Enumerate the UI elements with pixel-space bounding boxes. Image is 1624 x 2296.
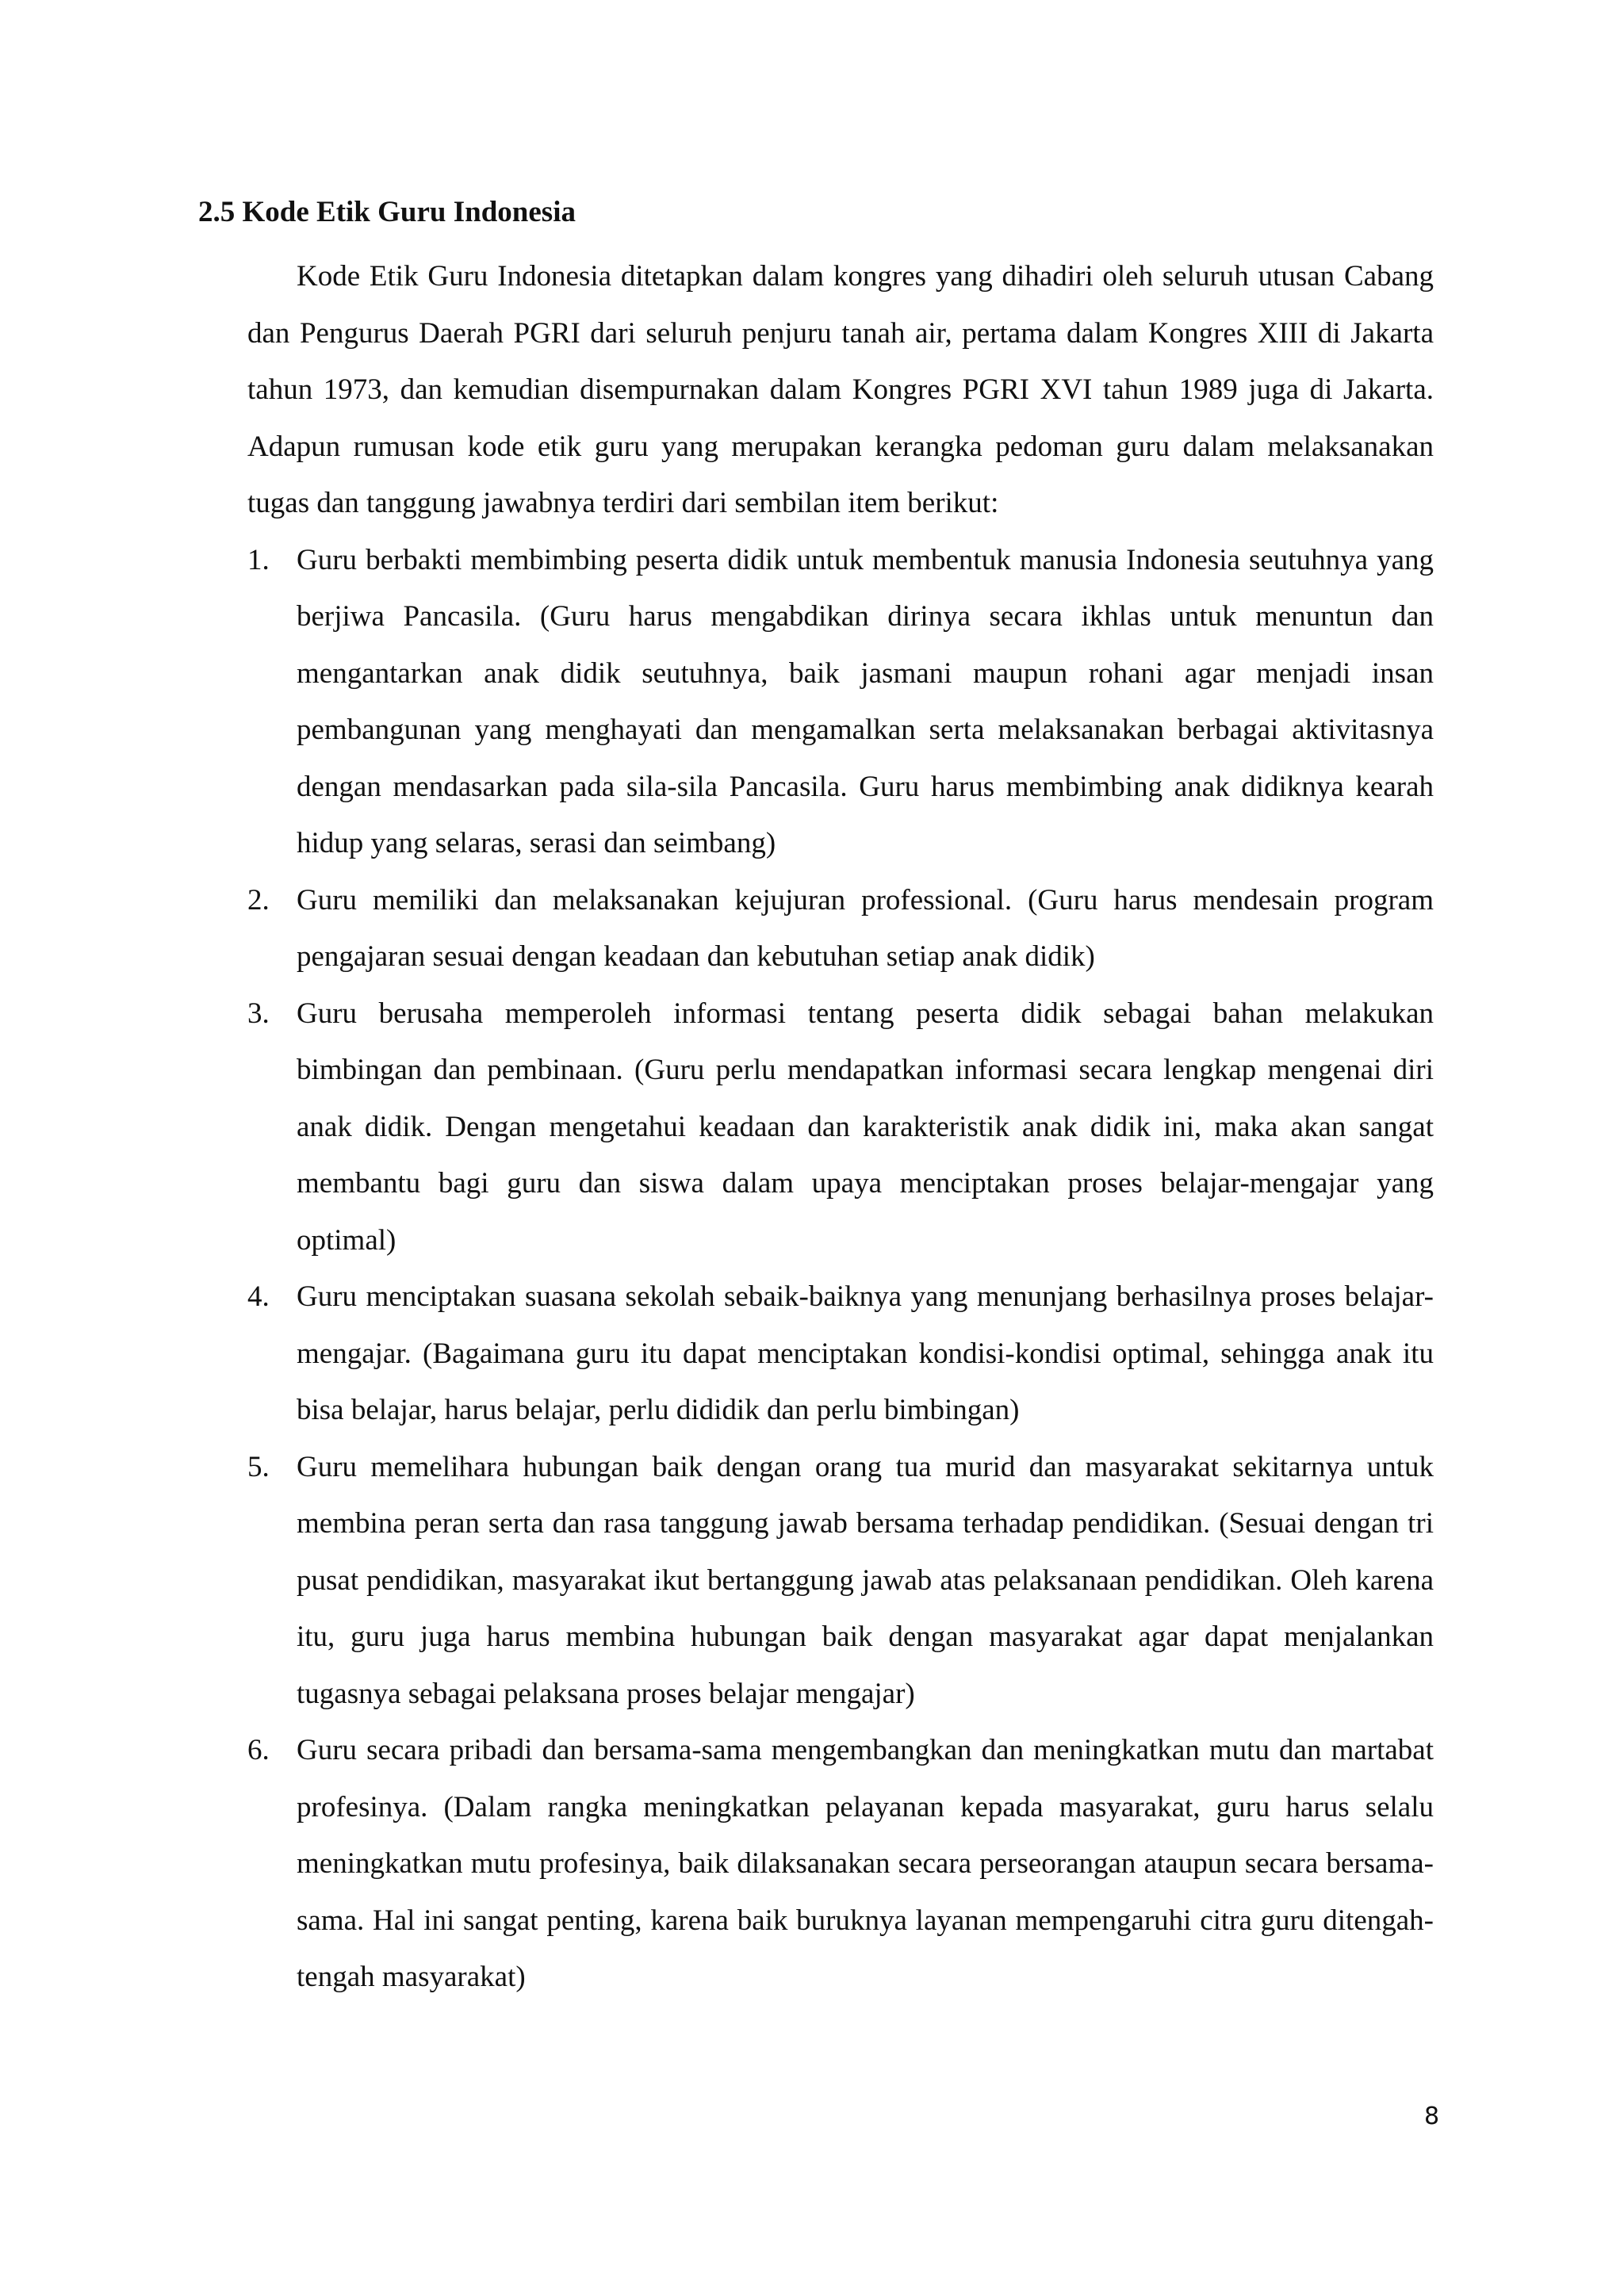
- list-item: [247, 532, 1434, 872]
- section-heading: 2.5 Kode Etik Guru Indonesia: [198, 196, 576, 228]
- page-number: 8: [1424, 2103, 1440, 2130]
- list-item-number: 1.: [247, 543, 270, 576]
- list-item-number: 3.: [247, 997, 270, 1030]
- list-item-text: Guru berbakti membimbing peserta didik untuk membentuk manusia Indonesia seutuhnya yang berjiwa Pancasila. (Guru harus mengabdikan dirinya secara ikhlas untuk menuntun dan mengantarkan anak didik seutuhnya, baik jasmani maupun rohani agar menjadi insan pembangunan yang menghayati dan mengamalkan serta melaksanakan berbagai aktivitasnya dengan mendasarkan pada sila-sila Pancasila. Guru harus membimbing anak didiknya kearah hidup yang selaras, serasi dan seimbang): [297, 543, 1434, 859]
- list-item-text: Guru memiliki dan melaksanakan kejujuran professional. (Guru harus mendesain program pengajaran sesuai dengan keadaan dan kebutuhan setiap anak didik): [297, 883, 1434, 973]
- list-item: [247, 1722, 1434, 2006]
- list-item-number: 2.: [247, 883, 270, 916]
- list-item-number: 5.: [247, 1450, 270, 1483]
- list-item-text: Guru berusaha memperoleh informasi tentang peserta didik sebagai bahan melakukan bimbingan dan pembinaan. (Guru perlu mendapatkan informasi secara lengkap mengenai diri anak didik. Dengan mengetahui keadaan dan karakteristik anak didik ini, maka akan sangat membantu bagi guru dan siswa dalam upaya menciptakan proses belajar-mengajar yang optimal): [297, 997, 1434, 1257]
- section-body: [247, 248, 1434, 2006]
- list-item-text: Guru menciptakan suasana sekolah sebaik-baiknya yang menunjang berhasilnya proses belajar-mengajar. (Bagaimana guru itu dapat menciptakan kondisi-kondisi optimal, sehingga anak itu bisa belajar, harus belajar, perlu dididik dan perlu bimbingan): [297, 1280, 1434, 1426]
- list-item: [247, 1439, 1434, 1723]
- list-item-number: 6.: [247, 1734, 270, 1766]
- list-item-text: Guru secara pribadi dan bersama-sama mengembangkan dan meningkatkan mutu dan martabat profesinya. (Dalam rangka meningkatkan pelayanan kepada masyarakat, guru harus selalu meningkatkan mutu profesinya, baik dilaksanakan secara perseorangan ataupun secara bersama-sama. Hal ini sangat penting, karena baik buruknya layanan mempengaruhi citra guru ditengah-tengah masyarakat): [297, 1734, 1434, 1993]
- code-of-ethics-list: [247, 532, 1434, 2006]
- list-item-number: 4.: [247, 1280, 270, 1313]
- list-item: [247, 985, 1434, 1269]
- list-item: [247, 872, 1434, 985]
- list-item: [247, 1269, 1434, 1439]
- intro-paragraph: Kode Etik Guru Indonesia ditetapkan dalam kongres yang dihadiri oleh seluruh utusan Cabang dan Pengurus Daerah PGRI dari seluruh penjuru tanah air, pertama dalam Kongres XIII di Jakarta tahun 1973, dan kemudian disempurnakan dalam Kongres PGRI XVI tahun 1989 juga di Jakarta. Adapun rumusan kode etik guru yang merupakan kerangka pedoman guru dalam melaksanakan tugas dan tanggung jawabnya terdiri dari sembilan item berikut:: [247, 260, 1434, 519]
- list-item-text: Guru memelihara hubungan baik dengan orang tua murid dan masyarakat sekitarnya untuk membina peran serta dan rasa tanggung jawab bersama terhadap pendidikan. (Sesuai dengan tri pusat pendidikan, masyarakat ikut bertanggung jawab atas pelaksanaan pendidikan. Oleh karena itu, guru juga harus membina hubungan baik dengan masyarakat agar dapat menjalankan tugasnya sebagai pelaksana proses belajar mengajar): [297, 1450, 1434, 1710]
